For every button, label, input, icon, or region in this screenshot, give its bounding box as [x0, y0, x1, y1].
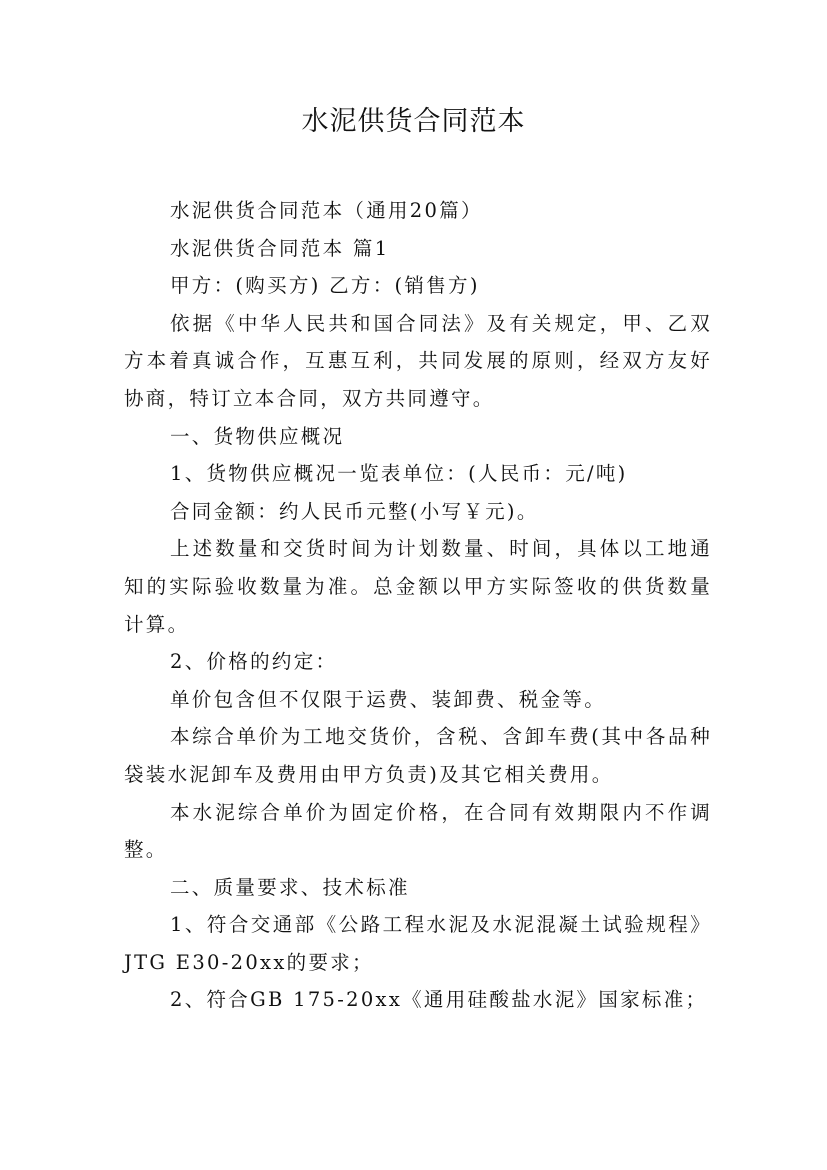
- subtitle-paragraph: 水泥供货合同范本（通用20篇）: [170, 199, 483, 222]
- body-paragraph: 依据《中华人民共和国合同法》及有关规定，甲、乙双方本着真诚合作，互惠互利，共同发展的原则，经双方友好协商，特订立本合同，双方共同遵守。: [124, 311, 712, 410]
- clause-heading: 一、货物供应概况: [170, 424, 345, 448]
- parties-paragraph: 甲方：(购买方) 乙方：(销售方): [170, 274, 480, 298]
- body-paragraph: 1、符合交通部《公路工程水泥及水泥混凝土试验规程》JTG E30-20xx的要求；: [124, 913, 712, 974]
- body-paragraph: 上述数量和交货时间为计划数量、时间，具体以工地通知的实际验收数量为准。总金额以甲方实际签收的供货数量计算。: [124, 537, 712, 636]
- body-paragraph: 本综合单价为工地交货价，含税、含卸车费(其中各品种袋装水泥卸车及费用由甲方负责)及其它相关费用。: [124, 725, 712, 786]
- body-paragraph: 单价包含但不仅限于运费、装卸费、税金等。: [170, 687, 607, 711]
- section-heading-paragraph: 水泥供货合同范本 篇1: [170, 236, 390, 260]
- body-paragraph: 本水泥综合单价为固定价格，在合同有效期限内不作调整。: [124, 800, 712, 862]
- document-body: [124, 192, 712, 1019]
- clause-subheading: 2、价格的约定：: [170, 650, 338, 674]
- body-paragraph: 合同金额：约人民币元整(小写￥元)。: [170, 499, 539, 523]
- body-paragraph: 2、符合GB 175-20xx《通用硅酸盐水泥》国家标准；: [170, 988, 708, 1012]
- clause-heading: 二、质量要求、技术标准: [170, 875, 410, 899]
- document-title: 水泥供货合同范本: [301, 106, 526, 137]
- body-paragraph: 1、货物供应概况一览表单位：(人民币：元/吨): [170, 462, 628, 486]
